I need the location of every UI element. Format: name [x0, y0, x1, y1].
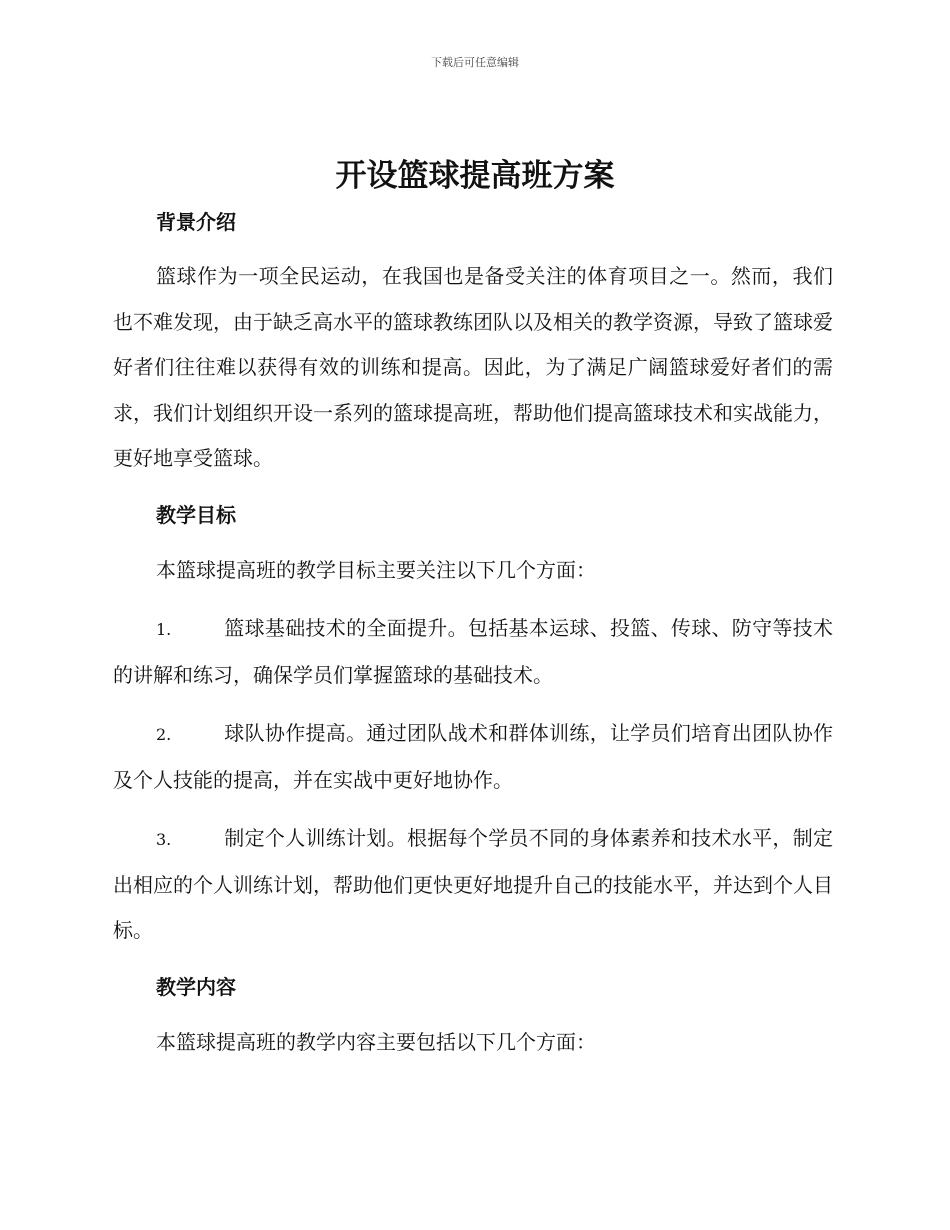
list-item	[113, 606, 833, 698]
section-heading-goals: 教学目标	[156, 502, 236, 527]
list-item-number: 1.	[156, 620, 172, 639]
background-paragraph: 篮球作为一项全民运动，在我国也是备受关注的体育项目之一。然而，我们也不难发现，由于缺乏高水平的篮球教练团队以及相关的教学资源，导致了篮球爱好者们往往难以获得有效的训练和提高。因此，为了满足广阔篮球爱好者们的需求，我们计划组织开设一系列的篮球提高班，帮助他们提高篮球技术和实战能力，更好地享受篮球。	[113, 264, 833, 470]
list-item-text: 制定个人训练计划。根据每个学员不同的身体素养和技术水平，制定出相应的个人训练计划，帮助他们更快更好地提升自己的技能水平，并达到个人目标。	[113, 826, 833, 942]
section-heading-content: 教学内容	[156, 974, 236, 999]
document-body	[113, 202, 833, 1065]
goals-intro: 本篮球提高班的教学目标主要关注以下几个方面：	[156, 557, 596, 582]
list-item-text: 篮球基础技术的全面提升。包括基本运球、投篮、传球、防守等技术的讲解和练习，确保学员们掌握篮球的基础技术。	[113, 616, 833, 687]
list-item-number: 3.	[156, 830, 172, 849]
header-note: 下载后可任意编辑	[431, 56, 519, 69]
content-intro: 本篮球提高班的教学内容主要包括以下几个方面：	[156, 1029, 596, 1054]
list-item	[113, 816, 833, 954]
document-title: 开设篮球提高班方案	[335, 158, 615, 194]
list-item-text: 球队协作提高。通过团队战术和群体训练，让学员们培育出团队协作及个人技能的提高，并在实战中更好地协作。	[113, 721, 833, 792]
list-item-number: 2.	[156, 725, 172, 744]
section-heading-background: 背景介绍	[156, 210, 236, 234]
list-item	[113, 711, 833, 803]
